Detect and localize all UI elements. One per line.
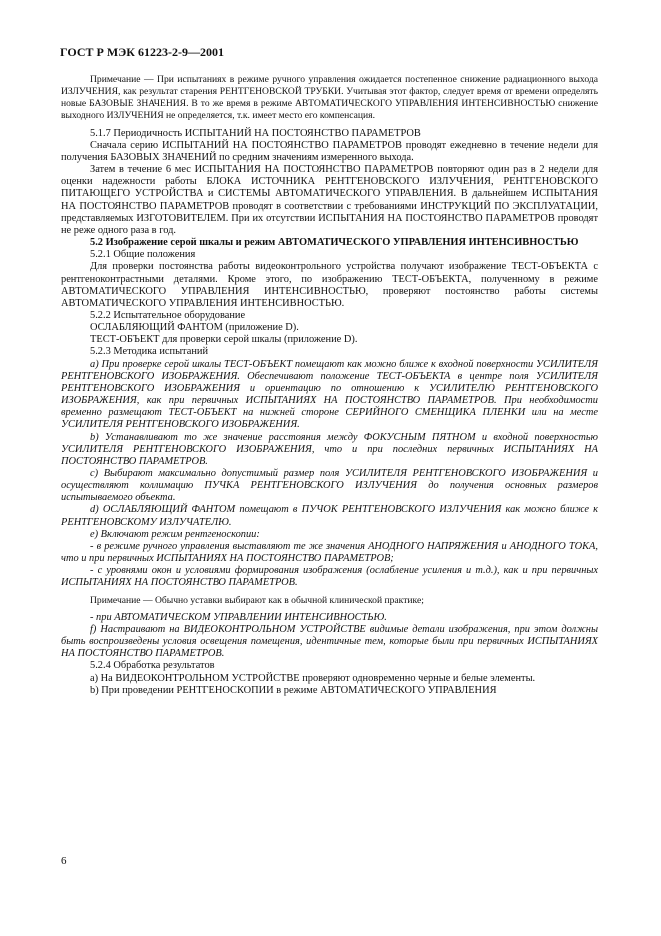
list-item: - при АВТОМАТИЧЕСКОМ УПРАВЛЕНИИ ИНТЕНСИВНОСТЬЮ. [90,611,387,623]
list-item: f) Настраивают на ВИДЕОКОНТРОЛЬНОМ УСТРОЙСТВЕ видимые детали изображения, при этом должны быть воспроизведены условия освещения помещения, идентичные тем, которые были при первичных ИСПЫТАНИЯХ НА ПОСТОЯНСТВО ПАРАМЕТРОВ. [61,623,598,660]
page-header: ГОСТ Р МЭК 61223-2-9—2001 [60,45,224,59]
subsection-heading: 5.2.3 Методика испытаний [90,346,209,358]
subsection-heading: 5.2.1 Общие положения [90,249,196,261]
list-item: d) ОСЛАБЛЯЮЩИЙ ФАНТОМ помещают в ПУЧОК РЕНТГЕНОВСКОГО ИЗЛУЧЕНИЯ как можно ближе к РЕНТГЕНОВСКОМУ ИЗЛУЧАТЕЛЮ. [61,504,598,528]
page-number: 6 [61,855,67,867]
body-paragraph: Для проверки постоянства работы видеоконтрольного устройства получают изображение ТЕСТ-ОБЪЕКТА с рентгеноконтрастными деталями. Кроме этого, по изображению ТЕСТ-ОБЪЕКТА, полученному в режиме АВТОМАТИЧЕСКОГО УПРАВЛЕНИЯ ИНТЕНСИВНОСТЬЮ, проверяют постоянство работы системы АВТОМАТИЧЕСКОГО УПРАВЛЕНИЯ ИНТЕНСИВНОСТЬЮ. [61,261,598,309]
list-item: b) При проведении РЕНТГЕНОСКОПИИ в режиме АВТОМАТИЧЕСКОГО УПРАВЛЕНИЯ [90,684,497,696]
body-paragraph: ОСЛАБЛЯЮЩИЙ ФАНТОМ (приложение D). [90,322,299,334]
note-paragraph: Примечание — Обычно уставки выбирают как в обычной клинической практике; [90,594,424,606]
section-heading: 5.1.7 Периодичность ИСПЫТАНИЙ НА ПОСТОЯНСТВО ПАРАМЕТРОВ [90,127,421,139]
list-item: b) Устанавливают то же значение расстояния между ФОКУСНЫМ ПЯТНОМ и входной поверхностью УСИЛИТЕЛЯ РЕНТГЕНОВСКОГО ИЗОБРАЖЕНИЯ, что и при последних первичных ИСПЫТАНИЯХ НА ПОСТОЯНСТВО ПАРАМЕТРОВ. [61,431,598,467]
subsection-heading: 5.2.2 Испытательное оборудование [90,309,246,321]
body-paragraph: Сначала серию ИСПЫТАНИЙ НА ПОСТОЯНСТВО ПАРАМЕТРОВ проводят ежедневно в течение недели для получения БАЗОВЫХ ЗНАЧЕНИЙ по средним значениям измеренного выхода. [61,139,598,163]
list-item: а) На ВИДЕОКОНТРОЛЬНОМ УСТРОЙСТВЕ проверяют одновременно черные и белые элементы. [90,672,536,684]
note-paragraph: Примечание — При испытаниях в режиме ручного управления ожидается постепенное снижение радиационного выхода ИЗЛУЧЕНИЯ, как результат старения РЕНТГЕНОВСКОЙ ТРУБКИ. Учитывая этот фактор, следует время от времени определять новые БАЗОВЫЕ ЗНАЧЕНИЯ. В то же время в режиме АВТОМАТИЧЕСКОГО УПРАВЛЕНИЯ ИНТЕНСИВНОСТЬЮ снижение выходного ИЗЛУЧЕНИЯ не определяется, т.к. имеет место его компенсация. [61,74,598,122]
list-item: с) Выбирают максимально допустимый размер поля УСИЛИТЕЛЯ РЕНТГЕНОВСКОГО ИЗОБРАЖЕНИЯ и осуществляют коллимацию ПУЧКА РЕНТГЕНОВСКОГО ИЗЛУЧЕНИЯ до получения основных размеров испытываемого объекта. [61,468,598,504]
list-item: е) Включают режим рентгеноскопии: [90,528,260,540]
body-paragraph: Затем в течение 6 мес ИСПЫТАНИЯ НА ПОСТОЯНСТВО ПАРАМЕТРОВ повторяют один раз в 2 недели для оценки надежности работы БЛОКА ИСТОЧНИКА РЕНТГЕНОВСКОГО ИЗЛУЧЕНИЯ, РЕНТГЕНОВСКОГО ПИТАЮЩЕГО УСТРОЙСТВА и СИСТЕМЫ АВТОМАТИЧЕСКОГО УПРАВЛЕНИЯ. В дальнейшем ИСПЫТАНИЯ НА ПОСТОЯНСТВО ПАРАМЕТРОВ проводят в соответствии с требованиями ИНСТРУКЦИЙ ПО ЭКСПЛУАТАЦИИ, представляемых ИЗГОТОВИТЕЛЕМ. При их отсутствии ИСПЫТАНИЯ НА ПОСТОЯНСТВО ПАРАМЕТРОВ проводят не реже одного раза в год. [61,164,598,236]
list-item: - с уровнями окон и условиями формирования изображения (ослабление усиления и т.д.), как и при первичных ИСПЫТАНИЯХ НА ПОСТОЯНСТВО ПАРАМЕТРОВ. [61,565,598,589]
list-item: - в режиме ручного управления выставляют те же значения АНОДНОГО НАПРЯЖЕНИЯ и АНОДНОГО ТОКА, что и при первичных ИСПЫТАНИЯХ НА ПОСТОЯНСТВО ПАРАМЕТРОВ; [61,540,598,565]
section-heading: 5.2 Изображение серой шкалы и режим АВТОМАТИЧЕСКОГО УПРАВЛЕНИЯ ИНТЕНСИВНОСТЬЮ [90,237,579,249]
subsection-heading: 5.2.4 Обработка результатов [90,660,215,672]
list-item: а) При проверке серой шкалы ТЕСТ-ОБЪЕКТ помещают как можно ближе к входной поверхности УСИЛИТЕЛЯ РЕНТГЕНОВСКОГО ИЗОБРАЖЕНИЯ. Обеспечивают положение ТЕСТ-ОБЪЕКТА в центре поля УСИЛИТЕЛЯ РЕНТГЕНОВСКОГО ИЗОБРАЖЕНИЯ и ориентацию по отношению к УСИЛИТЕЛЮ РЕНТГЕНОВСКОГО ИЗОБРАЖЕНИЯ, как при первичных ИСПЫТАНИЯХ НА ПОСТОЯНСТВО ПАРАМЕТРОВ. При необходимости временно размещают ТЕСТ-ОБЪЕКТ на нижней стороне СЕРИЙНОГО СМЕНЩИКА ПЛЕНКИ или на месте УСИЛИТЕЛЯ РЕНТГЕНОВСКОГО ИЗОБРАЖЕНИЯ. [61,358,598,431]
document-body [61,74,598,697]
body-paragraph: ТЕСТ-ОБЪЕКТ для проверки серой шкалы (приложение D). [90,334,358,346]
